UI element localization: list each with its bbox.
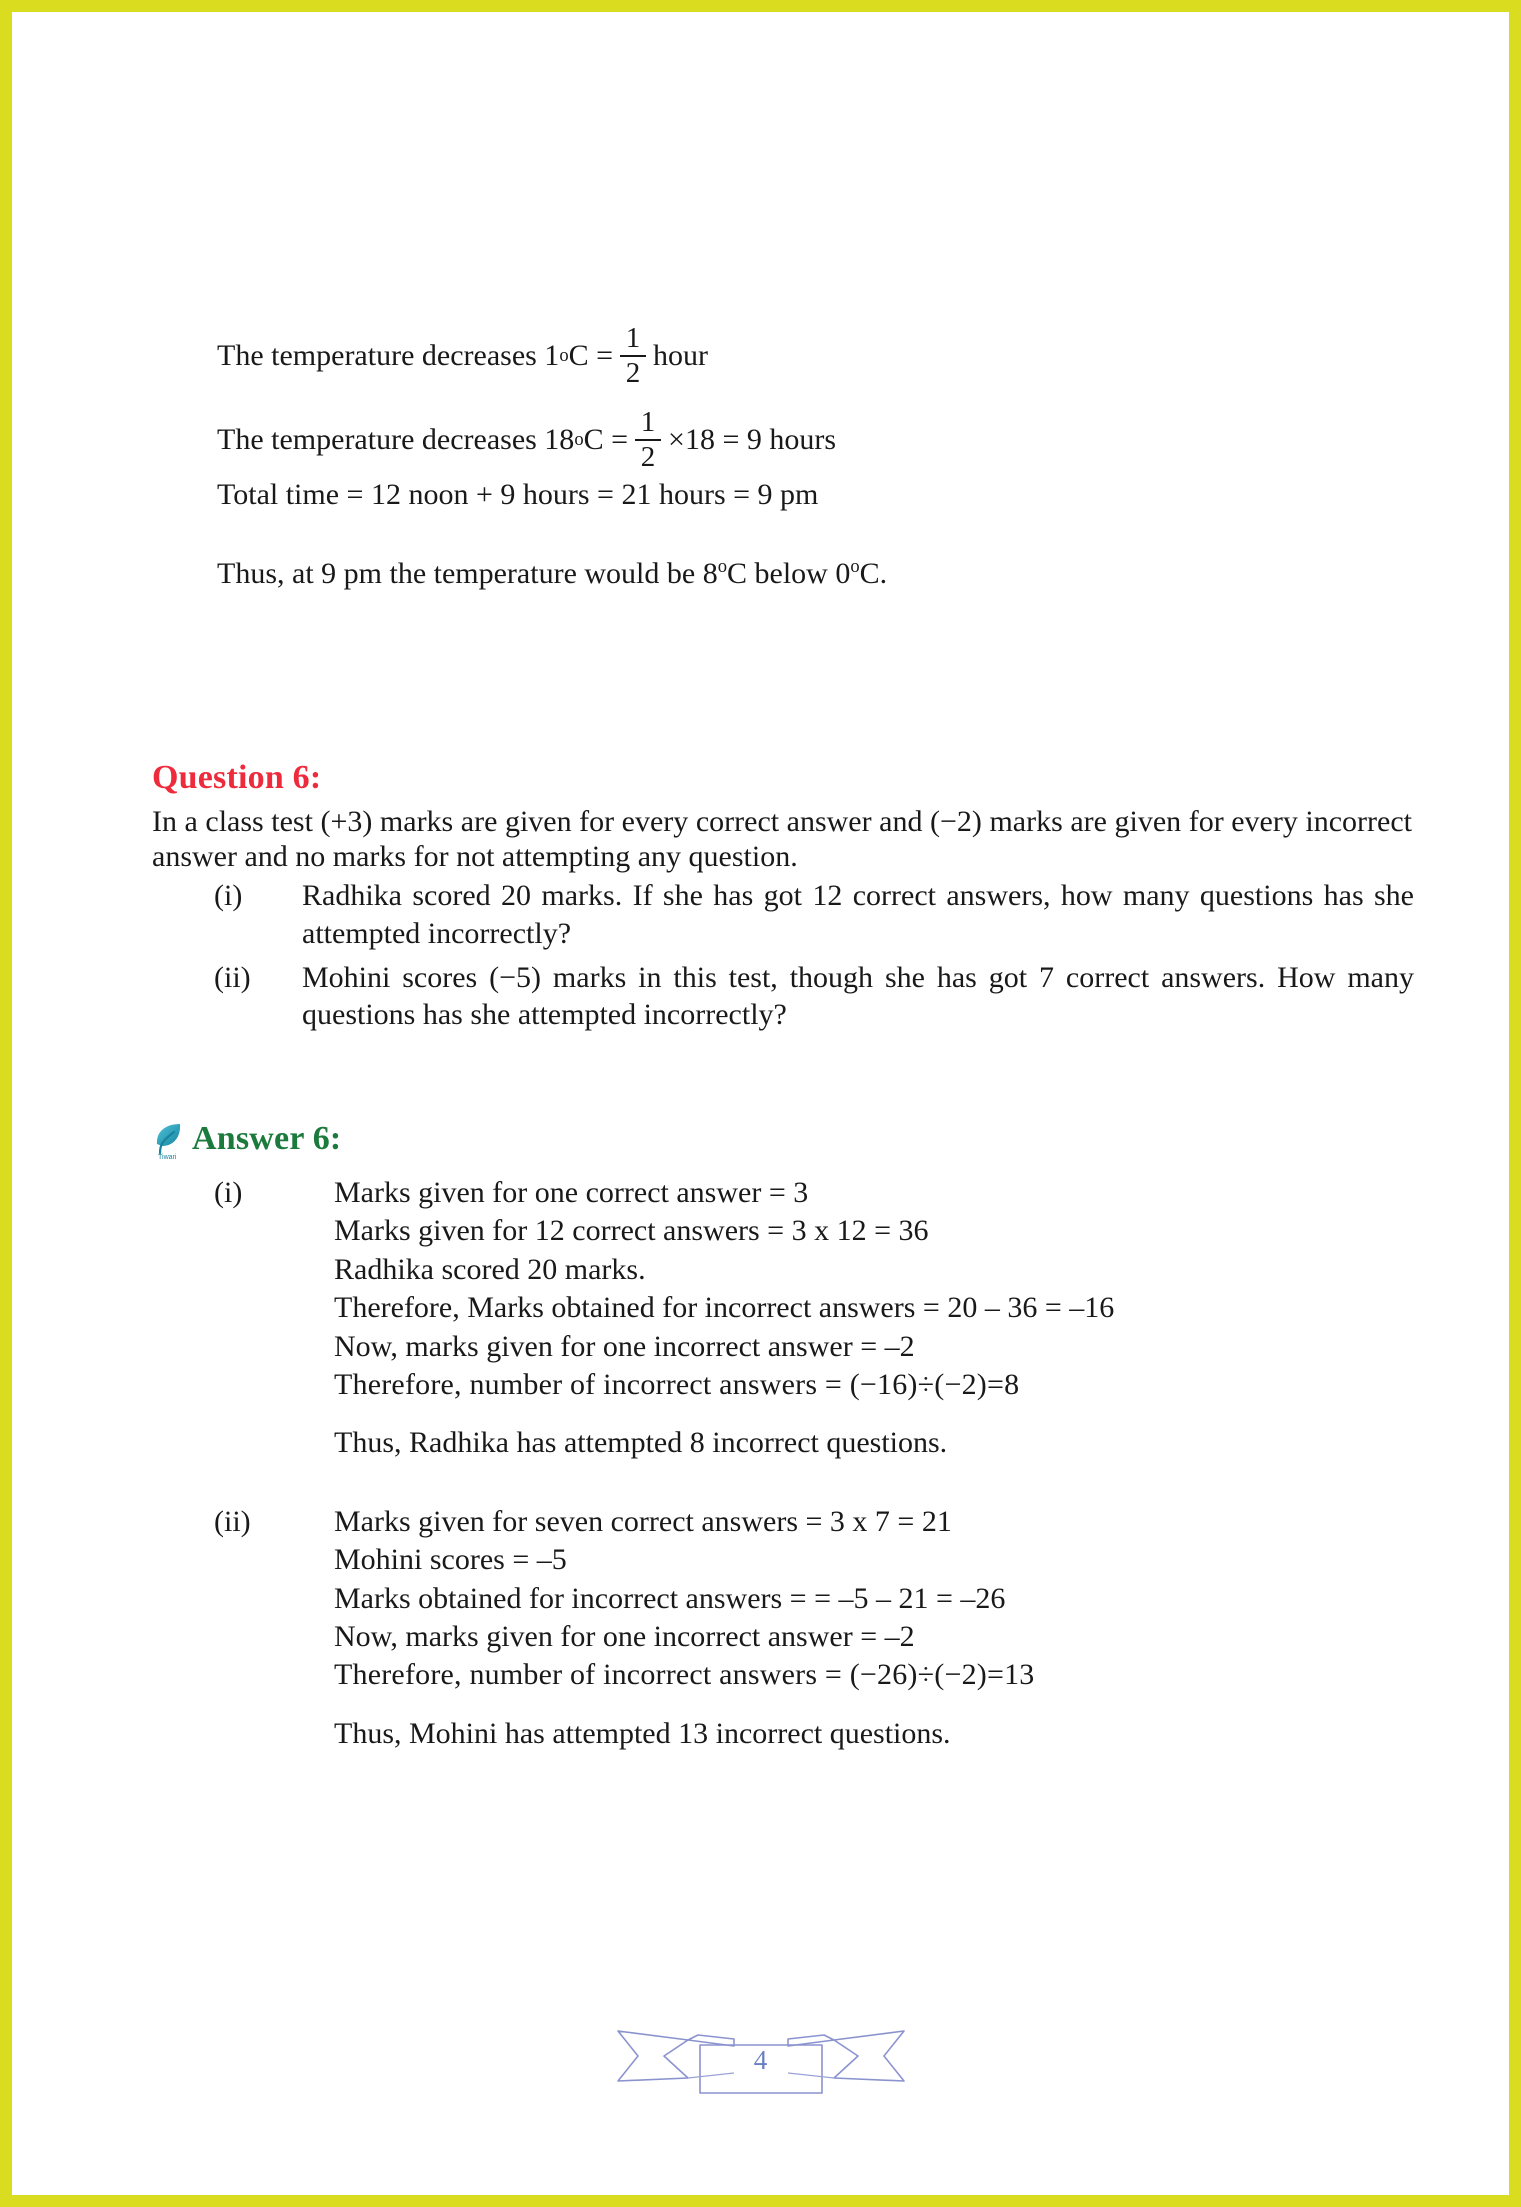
list-item-text: Radhika scored 20 marks. If she has got 12 correct answers, how many questions has she attempted incorrectly? xyxy=(302,879,1414,950)
solution-line-1-unit: C = xyxy=(568,338,614,372)
question-item-list xyxy=(214,877,1414,1034)
answer-line: Marks obtained for incorrect answers = = –5 – 21 = –26 xyxy=(334,1581,1006,1615)
answer-group-lines xyxy=(334,1503,1414,1753)
fraction-one-half xyxy=(635,408,661,472)
fraction-one-half xyxy=(620,324,646,388)
answer-line-expression: Therefore, number of incorrect answers = (−26)÷(−2)=13 xyxy=(334,1658,1035,1692)
solution-line-4 xyxy=(217,557,1397,592)
solution-line-4-a: Thus, at 9 pm the temperature would be 8 xyxy=(217,556,718,590)
fraction-numerator: 1 xyxy=(640,406,656,438)
list-item-marker: (ii) xyxy=(214,960,251,994)
solution-line-2-unit: C = xyxy=(583,422,629,456)
answer-line: Now, marks given for one incorrect answer = –2 xyxy=(334,1619,915,1653)
question-list-item xyxy=(214,959,1414,1035)
solution-line-4-b: C below 0 xyxy=(727,556,851,590)
solution-line-2: The temperature decreases 18 o C = $\frac{1}{2}$ ×18 = 9 hours xyxy=(217,406,837,473)
solution-line-1-prefix: The temperature decreases 1 xyxy=(217,338,560,372)
solution-line-3: Total time = 12 noon + 9 hours = 21 hours = 9 pm xyxy=(217,478,819,511)
answer-conclusion: Thus, Mohini has attempted 13 incorrect questions. xyxy=(334,1716,951,1750)
answer-group-lines xyxy=(334,1174,1414,1463)
answer-block xyxy=(214,1174,1414,1753)
question-list-item xyxy=(214,877,1414,953)
question-intro: In a class test (+3) marks are given for every correct answer and (−2) marks are given for every incorrect answer and no marks for not attempting any question. xyxy=(152,805,1412,874)
answer-line: Therefore, Marks obtained for incorrect answers = 20 – 36 = –16 xyxy=(334,1291,1115,1325)
fraction-denominator: 2 xyxy=(640,441,656,473)
answer-line: Marks given for one correct answer = 3 xyxy=(334,1176,809,1209)
page-number-ribbon xyxy=(616,2009,906,2104)
answer-group-i xyxy=(214,1174,1414,1463)
page-number: 4 xyxy=(753,2045,768,2075)
answer-line: Now, marks given for one incorrect answer = –2 xyxy=(334,1329,915,1363)
svg-text:Tiwari: Tiwari xyxy=(158,1154,177,1161)
tiwari-leaf-logo-icon xyxy=(152,1121,188,1161)
fraction-numerator: 1 xyxy=(625,322,641,354)
solution-line-1-suffix: hour xyxy=(653,338,709,372)
answer-heading-row xyxy=(152,1119,341,1159)
solution-line-2-suffix: ×18 = 9 hours xyxy=(668,422,837,456)
spacer xyxy=(214,1463,1414,1503)
answer-group-ii xyxy=(214,1503,1414,1753)
answer-line: Marks given for 12 correct answers = 3 x 12 = 36 xyxy=(334,1214,929,1248)
solution-line-1: The temperature decreases 1 o C = $\frac{1}{2}$ hour xyxy=(217,322,709,389)
answer-line: Radhika scored 20 marks. xyxy=(334,1252,646,1286)
fraction-denominator: 2 xyxy=(625,357,641,389)
answer-line: Mohini scores = –5 xyxy=(334,1543,567,1577)
spacer xyxy=(217,513,1397,557)
answer-heading: Answer 6: xyxy=(192,1120,342,1157)
question-heading: Question 6: xyxy=(152,759,322,796)
list-item-marker: (i) xyxy=(214,879,243,912)
answer-conclusion: Thus, Radhika has attempted 8 incorrect questions. xyxy=(334,1426,948,1460)
solution-line-2-prefix: The temperature decreases 18 xyxy=(217,422,575,456)
solution-line-4-c: C. xyxy=(859,556,888,590)
top-solution-block xyxy=(217,324,1397,591)
degree-sign: o xyxy=(850,555,860,577)
answer-group-marker: (i) xyxy=(214,1176,243,1209)
answer-line: Marks given for seven correct answers = 3 x 7 = 21 xyxy=(334,1504,952,1538)
list-item-text: Mohini scores (−5) marks in this test, though she has got 7 correct answers. How many questions has she attempted incorrectly? xyxy=(302,960,1414,1032)
page-sheet xyxy=(24,24,1497,2183)
answer-line-expression: Therefore, number of incorrect answers = (−16)÷(−2)=8 xyxy=(334,1367,1020,1401)
answer-group-marker: (ii) xyxy=(214,1504,251,1538)
degree-sign: o xyxy=(717,555,727,577)
